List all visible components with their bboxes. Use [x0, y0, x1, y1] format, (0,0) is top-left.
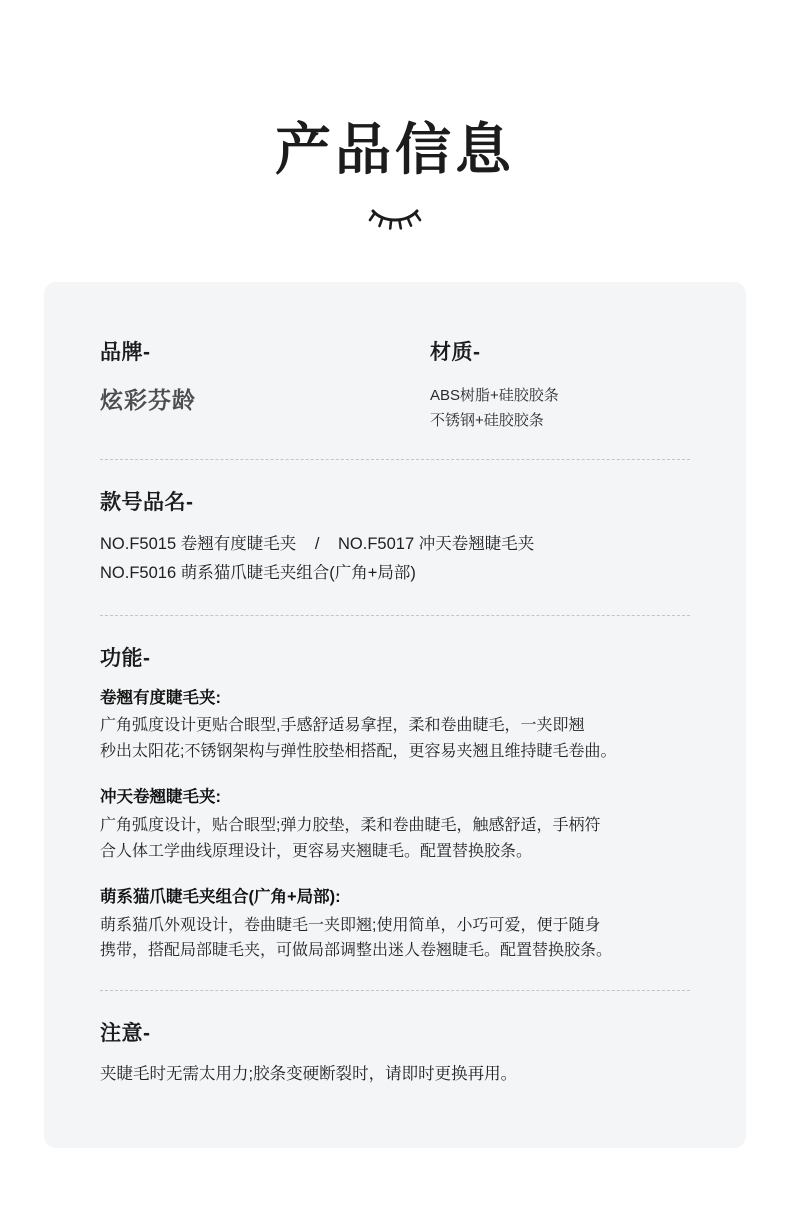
function-item	[100, 785, 690, 865]
brand-block	[100, 336, 430, 415]
function-item	[100, 686, 690, 766]
model-line-2: NO.F5016 萌系猫爪睫毛夹组合(广角+局部)	[100, 564, 416, 583]
material-line: ABS树脂+硅胶胶条	[430, 387, 559, 405]
function-item-line: 广角弧度设计更贴合眼型,手感舒适易拿捏，柔和卷曲睫毛，一夹即翘	[100, 717, 585, 735]
material-block	[430, 336, 690, 433]
function-item-title: 卷翘有度睫毛夹:	[100, 688, 221, 707]
model-name-f5017: NO.F5017 冲天卷翘睫毛夹	[338, 534, 535, 553]
brand-value: 炫彩芬龄	[100, 387, 196, 414]
divider	[100, 615, 690, 616]
brand-material-row	[100, 336, 690, 433]
material-heading: 材质-	[430, 341, 481, 365]
function-item-title: 萌系猫爪睫毛夹组合(广角+局部):	[100, 887, 341, 906]
function-item-line: 广角弧度设计，贴合眼型;弹力胶垫，柔和卷曲睫毛，触感舒适，手柄符	[100, 817, 601, 835]
model-line-1	[100, 530, 690, 559]
material-line: 不锈钢+硅胶胶条	[430, 411, 544, 429]
notice-block	[100, 1017, 690, 1087]
eyelash-icon	[367, 204, 423, 230]
function-item-line: 合人体工学曲线原理设计，更容易夹翘睫毛。配置替换胶条。	[100, 842, 533, 860]
notice-body: 夹睫毛时无需太用力;胶条变硬断裂时，请即时更换再用。	[100, 1065, 518, 1084]
material-values	[430, 384, 690, 433]
function-block	[100, 642, 690, 965]
notice-heading: 注意-	[100, 1022, 151, 1046]
brand-heading: 品牌-	[100, 341, 151, 365]
model-separator: /	[314, 534, 320, 553]
models-heading: 款号品名-	[100, 490, 194, 514]
page-title: 产品信息	[275, 118, 515, 181]
models-block	[100, 486, 690, 589]
function-item-line: 萌系猫爪外观设计，卷曲睫毛一夹即翘;使用简单，小巧可爱，便于随身	[100, 916, 601, 934]
divider	[100, 459, 690, 460]
divider	[100, 990, 690, 991]
function-item-line: 携带，搭配局部睫毛夹，可做局部调整出迷人卷翘睫毛。配置替换胶条。	[100, 942, 613, 960]
page-header	[0, 0, 790, 230]
function-heading: 功能-	[100, 646, 151, 670]
function-item-line: 秒出太阳花;不锈钢架构与弹性胶垫相搭配，更容易夹翘且维持睫毛卷曲。	[100, 743, 617, 761]
function-item	[100, 885, 690, 965]
product-info-card	[44, 282, 746, 1147]
model-name-f5015: NO.F5015 卷翘有度睫毛夹	[100, 534, 297, 553]
function-item-title: 冲天卷翘睫毛夹:	[100, 788, 221, 807]
